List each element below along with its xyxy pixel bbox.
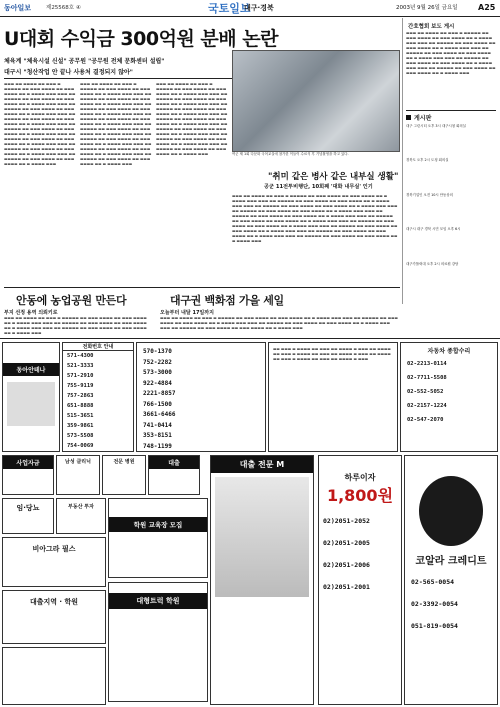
article-3-headline: 대구권 백화점 가을 세일 bbox=[170, 294, 284, 307]
article-3-body: ▬▬▬ ▬▬ ▬▬▬▬ ▬▬ ▬▬▬ ▬ ▬▬▬▬▬ ▬▬ ▬▬▬ ▬▬▬▬ ▬▬ ▬▬▬ ▬▬▬▬ ▬▬ ▬ ▬▬▬▬ ▬▬▬ ▬▬▬ ▬▬ ▬▬▬▬▬ ▬▬ ▬▬▬ ▬▬▬▬ ▬▬ ▬▬▬ ▬▬▬▬ ▬▬ ▬ ▬▬▬▬ ▬▬▬ ▬▬▬ ▬▬ ▬▬▬▬▬ ▬▬ ▬▬▬ ▬▬▬▬ ▬▬ ▬▬▬ ▬▬▬▬ ▬▬ ▬ ▬▬▬▬ ▬▬▬ ▬▬▬ ▬▬ ▬▬▬▬▬ ▬▬ ▬▬▬ ▬▬▬▬ ▬▬ ▬▬▬ ▬▬▬▬ ▬▬ ▬ ▬▬▬▬ ▬▬▬ bbox=[160, 316, 398, 330]
section-logo: 국토일보 bbox=[208, 2, 251, 15]
daily-interest-phones bbox=[319, 506, 401, 602]
phone-number: 02-3392-0054 bbox=[411, 600, 458, 608]
notice-item: 경북도 오후 2시 도청 회의실 bbox=[406, 158, 449, 163]
phone-number: 02)2051-2001 bbox=[323, 583, 370, 591]
phone-number: 359-9861 bbox=[67, 423, 94, 429]
ad-business-loan[interactable] bbox=[2, 455, 54, 495]
phone-number: 755-9119 bbox=[67, 383, 94, 389]
phone-number: 02-2213-0114 bbox=[407, 361, 447, 367]
ad-koala-title: 코알라 크레디트 bbox=[415, 556, 487, 567]
phone-number: 051-819-0054 bbox=[411, 622, 458, 630]
phone-number: 571-4300 bbox=[67, 353, 94, 359]
ad-phone-list-a[interactable] bbox=[62, 342, 134, 452]
phone-number: 573-3000 bbox=[143, 369, 172, 376]
phone-number: 748-1199 bbox=[143, 442, 172, 450]
ad-pills-title: 비아그라 필스 bbox=[32, 545, 76, 553]
phone-number: 766-1500 bbox=[143, 400, 172, 408]
notice-item: 대구 그린시티 오후 3시 대구시청 회의실 bbox=[406, 124, 466, 128]
phone-number: 02)2051-2006 bbox=[323, 561, 370, 569]
phone-number: 02)2051-2052 bbox=[323, 517, 370, 525]
phone-number: 651-8888 bbox=[67, 403, 94, 409]
soldiers-photo bbox=[232, 50, 400, 152]
phone-number: 02-565-0054 bbox=[411, 578, 455, 586]
ad-divider bbox=[0, 338, 500, 339]
ad-daily-interest-title: 하루이자 bbox=[344, 473, 376, 482]
phone-list-a bbox=[63, 351, 133, 451]
ad-daily-interest[interactable] bbox=[318, 455, 402, 705]
ad-loan-title: 대출 bbox=[149, 456, 199, 469]
phone-number: 570-1370 bbox=[143, 348, 172, 355]
ad-loan[interactable] bbox=[148, 455, 200, 495]
page-header bbox=[0, 0, 500, 17]
phone-number: 573-5508 bbox=[67, 433, 94, 439]
sidebar-top-label: 간호협회 보도 게시 bbox=[408, 24, 455, 30]
photo-story-headline: "취미 같은 병사 같은 내부실 생활" bbox=[268, 172, 399, 182]
ad-phone-list-c-body: ▬▬ ▬▬▬ ▬ ▬▬▬▬ ▬▬ ▬▬▬ ▬▬ ▬▬▬▬ ▬ ▬▬▬ ▬▬ ▬▬▬▬ ▬▬ ▬▬▬ ▬ ▬▬▬▬ ▬▬ ▬▬▬ ▬▬ ▬▬▬▬ ▬ ▬▬▬ ▬▬ ▬▬▬▬ ▬▬ ▬▬▬ ▬ ▬▬▬▬ ▬▬ ▬▬▬ ▬▬ ▬▬▬▬ ▬ ▬▬▬ bbox=[273, 347, 391, 361]
ad-realestate[interactable] bbox=[56, 498, 106, 534]
phone-number: 02-552-5052 bbox=[407, 389, 444, 395]
lead-subhead-1: 체육계 "체육시설 신설" 공무원 "공무원 전체 문화센터 설립" bbox=[4, 58, 165, 65]
ad-auto-repair[interactable] bbox=[400, 342, 498, 452]
ad-antenna-title: 동아안테나 bbox=[3, 363, 59, 376]
ad-pills[interactable] bbox=[2, 537, 106, 587]
issue-number: 제25568호 ④ bbox=[46, 5, 81, 11]
phone-number: 571-2910 bbox=[67, 373, 94, 379]
column-rule bbox=[402, 18, 403, 304]
phone-number: 741-0414 bbox=[143, 421, 172, 429]
ad-truck-title: 대형트럭 학원 bbox=[109, 593, 207, 609]
lead-body-col-2: ▬▬▬ ▬▬ ▬▬▬▬ ▬▬ ▬▬▬ ▬ ▬▬▬▬▬ ▬▬ ▬▬▬ ▬▬▬▬ ▬▬ ▬▬▬ ▬▬▬▬ ▬▬ ▬ ▬▬▬▬ ▬▬▬ ▬▬▬ ▬▬ ▬▬▬▬▬ ▬▬ ▬▬▬ ▬▬▬▬ ▬▬ ▬▬▬ ▬▬▬▬ ▬▬ ▬ ▬▬▬▬ ▬▬▬ ▬▬▬ ▬▬ ▬▬▬▬▬ ▬▬ ▬▬▬ ▬▬▬▬ ▬▬ ▬▬▬ ▬▬▬▬ ▬▬ ▬ ▬▬▬▬ ▬▬▬ ▬▬▬ ▬▬ ▬▬▬▬▬ ▬▬ ▬▬▬ ▬▬▬▬ ▬▬ ▬▬▬ ▬▬▬▬ ▬▬ ▬ ▬▬▬▬ ▬▬▬ ▬▬▬ ▬▬ ▬▬▬▬▬ ▬▬ ▬▬▬ ▬▬▬▬ ▬▬ ▬▬▬ ▬▬▬▬ ▬▬ ▬ ▬▬▬▬ ▬▬▬ ▬▬▬ ▬▬ ▬▬▬▬▬ ▬▬ ▬▬▬ ▬▬▬▬ ▬▬ ▬▬▬ ▬▬▬▬ ▬▬ ▬ ▬▬▬▬ ▬▬▬ ▬▬▬ ▬▬ ▬▬▬▬▬ ▬▬ ▬▬▬ ▬▬▬▬ ▬▬ ▬▬▬ ▬▬▬▬ ▬▬ ▬ ▬▬▬▬ ▬▬▬ ▬▬▬ ▬▬ ▬▬▬▬▬ ▬▬ ▬▬▬ ▬▬▬▬ ▬▬ ▬▬▬ ▬▬▬▬ ▬▬ ▬ ▬▬▬▬ ▬▬▬ bbox=[80, 82, 152, 166]
ad-daily-interest-amount: 1,800원 bbox=[326, 486, 394, 505]
phone-number: 02-7711-5508 bbox=[407, 375, 447, 381]
ad-loan-m-image bbox=[215, 477, 309, 597]
ad-loan-m-title: 대출 전문 M bbox=[211, 456, 313, 473]
section-name: 대구·경북 bbox=[244, 4, 274, 12]
article-2-headline: 안동에 농업공원 만든다 bbox=[16, 294, 127, 307]
article-2-subhead: 부지 선정 용역 의뢰키로 bbox=[4, 310, 58, 316]
phone-number: 752-2282 bbox=[143, 358, 172, 366]
lead-body-col-3: ▬▬▬ ▬▬ ▬▬▬▬ ▬▬ ▬▬▬ ▬ ▬▬▬▬▬ ▬▬ ▬▬▬ ▬▬▬▬ ▬▬ ▬▬▬ ▬▬▬▬ ▬▬ ▬ ▬▬▬▬ ▬▬▬ ▬▬▬ ▬▬ ▬▬▬▬▬ ▬▬ ▬▬▬ ▬▬▬▬ ▬▬ ▬▬▬ ▬▬▬▬ ▬▬ ▬ ▬▬▬▬ ▬▬▬ ▬▬▬ ▬▬ ▬▬▬▬▬ ▬▬ ▬▬▬ ▬▬▬▬ ▬▬ ▬▬▬ ▬▬▬▬ ▬▬ ▬ ▬▬▬▬ ▬▬▬ ▬▬▬ ▬▬ ▬▬▬▬▬ ▬▬ ▬▬▬ ▬▬▬▬ ▬▬ ▬▬▬ ▬▬▬▬ ▬▬ ▬ ▬▬▬▬ ▬▬▬ ▬▬▬ ▬▬ ▬▬▬▬▬ ▬▬ ▬▬▬ ▬▬▬▬ ▬▬ ▬▬▬ ▬▬▬▬ ▬▬ ▬ ▬▬▬▬ ▬▬▬ ▬▬▬ ▬▬ ▬▬▬▬▬ ▬▬ ▬▬▬ ▬▬▬▬ ▬▬ ▬▬▬ ▬▬▬▬ ▬▬ ▬ ▬▬▬▬ ▬▬▬ ▬▬▬ ▬▬ ▬▬▬▬▬ ▬▬ ▬▬▬ ▬▬▬▬ ▬▬ ▬▬▬ ▬▬▬▬ ▬▬ ▬ ▬▬▬▬ ▬▬▬ bbox=[156, 82, 228, 156]
ad-misc[interactable] bbox=[2, 647, 106, 705]
phone-number: 521-3333 bbox=[67, 363, 94, 369]
newspaper-brand: 동아일보 bbox=[4, 4, 32, 12]
notice-board-label: 게시판 bbox=[414, 115, 432, 122]
ad-phone-list-b[interactable] bbox=[136, 342, 266, 452]
ad-phone-list-c[interactable] bbox=[268, 342, 398, 452]
issue-date: 2003년 9월 26일 금요일 bbox=[396, 5, 458, 11]
phone-number: 2221-8857 bbox=[143, 390, 176, 397]
ad-auto-repair-title: 자동차 종합수리 bbox=[427, 348, 471, 355]
photo-story-subhead: 공군 11전투비행단, 10회째 '대화 내무실' 인기 bbox=[264, 184, 373, 190]
ad-koala-credit[interactable] bbox=[404, 455, 498, 705]
ad-diabetes-title: 임·당뇨 bbox=[16, 504, 40, 512]
ad-truck[interactable] bbox=[108, 582, 208, 702]
phone-number: 02)2051-2005 bbox=[323, 539, 370, 547]
ad-mens-clinic[interactable] bbox=[56, 455, 100, 495]
ad-loan-m[interactable] bbox=[210, 455, 314, 705]
ad-antenna-image bbox=[7, 382, 55, 426]
ad-region-academy[interactable] bbox=[2, 590, 106, 644]
koala-logo bbox=[419, 476, 483, 546]
notice-item: 대구시 대구 경북 시민 모임 오후 6시 bbox=[406, 227, 461, 232]
notice-bullet-icon bbox=[406, 115, 411, 120]
ad-realestate-title: 부동산 투자 bbox=[68, 504, 94, 510]
ad-region-academy-title: 대출지역 · 학원 bbox=[29, 598, 79, 606]
notice-item: 대구가톨릭대 오후 2시 의료원 강당 bbox=[406, 261, 459, 266]
ad-academy[interactable] bbox=[108, 498, 208, 578]
ad-business-loan-title: 사업자금 bbox=[3, 456, 53, 469]
koala-phones bbox=[405, 567, 497, 641]
photo-caption: 여군 제 1회 다문화 국어교실에 참가한 이들이 수료식 후 기념촬영을 하고 있다. bbox=[232, 152, 349, 156]
auto-repair-phones bbox=[401, 355, 497, 429]
phone-number: 922-4884 bbox=[143, 379, 172, 387]
ad-antenna[interactable] bbox=[2, 342, 60, 452]
divider bbox=[406, 110, 496, 111]
phone-number: 3661-6466 bbox=[143, 411, 176, 418]
divider bbox=[4, 287, 400, 288]
page-number: A25 bbox=[478, 3, 496, 12]
phone-number: 754-0069 bbox=[67, 443, 94, 449]
notice-item: 경북기업인 오전 10시 안동상의 bbox=[406, 192, 453, 197]
phone-number: 515-3651 bbox=[67, 413, 94, 419]
article-2-body: ▬▬▬ ▬▬ ▬▬▬▬ ▬▬ ▬▬▬ ▬ ▬▬▬▬▬ ▬▬ ▬▬▬ ▬▬▬▬ ▬▬ ▬▬▬ ▬▬▬▬ ▬▬ ▬ ▬▬▬▬ ▬▬▬ ▬▬▬ ▬▬ ▬▬▬▬▬ ▬▬ ▬▬▬ ▬▬▬▬ ▬▬ ▬▬▬ ▬▬▬▬ ▬▬ ▬ ▬▬▬▬ ▬▬▬ ▬▬▬ ▬▬ ▬▬▬▬▬ ▬▬ ▬▬▬ ▬▬▬▬ ▬▬ ▬▬▬ ▬▬▬▬ ▬▬ ▬ ▬▬▬▬ ▬▬▬ bbox=[4, 316, 147, 334]
phone-number: 757-2863 bbox=[67, 393, 94, 399]
ad-clinic[interactable] bbox=[102, 455, 146, 495]
ad-diabetes[interactable] bbox=[2, 498, 54, 534]
sidebar-top-body: ▬▬▬ ▬▬ ▬▬▬▬ ▬▬ ▬▬▬ ▬ ▬▬▬▬▬ ▬▬ ▬▬▬ ▬▬▬▬ ▬▬ ▬▬▬ ▬▬▬▬ ▬▬ ▬ ▬▬▬▬ ▬▬▬ ▬▬▬ ▬▬ ▬▬▬▬▬ ▬▬ ▬▬▬ ▬▬▬▬ ▬▬ ▬▬▬ ▬▬▬▬ ▬▬ ▬ ▬▬▬▬ ▬▬▬ ▬▬▬ ▬▬ ▬▬▬▬▬ ▬▬ ▬▬▬ ▬▬▬▬ ▬▬ ▬▬▬ ▬▬▬▬ ▬▬ ▬ ▬▬▬▬ ▬▬▬ ▬▬▬ ▬▬ ▬▬▬▬▬ ▬▬ ▬▬▬ ▬▬▬▬ ▬▬ ▬▬▬ ▬▬▬▬ ▬▬ ▬ ▬▬▬▬ ▬▬▬ ▬▬▬ ▬▬ ▬▬▬▬▬ ▬▬ ▬▬▬ ▬▬▬▬ ▬▬ ▬▬▬ ▬▬▬▬ ▬▬ ▬ ▬▬▬▬ ▬▬▬ bbox=[406, 31, 496, 75]
phone-number: 02-2157-1224 bbox=[407, 403, 447, 409]
ad-academy-title: 학원 교육장 모집 bbox=[109, 517, 207, 532]
notice-list bbox=[406, 124, 496, 304]
phone-number: 02-547-2070 bbox=[407, 417, 444, 423]
phone-list-b bbox=[137, 343, 265, 452]
photo-story-body: ▬▬▬ ▬▬ ▬▬▬▬ ▬▬ ▬▬▬ ▬ ▬▬▬▬▬ ▬▬ ▬▬▬ ▬▬▬▬ ▬▬ ▬▬▬ ▬▬▬▬ ▬▬ ▬ ▬▬▬▬ ▬▬▬ ▬▬▬ ▬▬ ▬▬▬▬▬ ▬▬ ▬▬▬ ▬▬▬▬ ▬▬ ▬▬▬ ▬▬▬▬ ▬▬ ▬ ▬▬▬▬ ▬▬▬ ▬▬▬ ▬▬ ▬▬▬▬▬ ▬▬ ▬▬▬ ▬▬▬▬ ▬▬ ▬▬▬ ▬▬▬▬ ▬▬ ▬ ▬▬▬▬ ▬▬▬ ▬▬▬ ▬▬ ▬▬▬▬▬ ▬▬ ▬▬▬ ▬▬▬▬ ▬▬ ▬▬▬ ▬▬▬▬ ▬▬ ▬ ▬▬▬▬ ▬▬▬ ▬▬▬ ▬▬ ▬▬▬▬▬ ▬▬ ▬▬▬ ▬▬▬▬ ▬▬ ▬▬▬ ▬▬▬▬ ▬▬ ▬ ▬▬▬▬ ▬▬▬ ▬▬▬ ▬▬ ▬▬▬▬▬ ▬▬ ▬▬▬ ▬▬▬▬ ▬▬ ▬▬▬ ▬▬▬▬ ▬▬ ▬ ▬▬▬▬ ▬▬▬ ▬▬▬ ▬▬ ▬▬▬▬▬ ▬▬ ▬▬▬ ▬▬▬▬ ▬▬ ▬▬▬ ▬▬▬▬ ▬▬ ▬ ▬▬▬▬ ▬▬▬ ▬▬▬ ▬▬ ▬▬▬▬▬ ▬▬ ▬▬▬ ▬▬▬▬ ▬▬ ▬▬▬ ▬▬▬▬ ▬▬ ▬ ▬▬▬▬ ▬▬▬ ▬▬▬ ▬▬ ▬▬▬▬▬ ▬▬ ▬▬▬ ▬▬▬▬ ▬▬ ▬▬▬ ▬▬▬▬ ▬▬ ▬ ▬▬▬▬ ▬▬▬ ▬▬▬ ▬▬ ▬▬▬▬▬ ▬▬ ▬▬▬ ▬▬▬▬ ▬▬ ▬▬▬ ▬▬▬▬ ▬▬ ▬ ▬▬▬▬ ▬▬▬ bbox=[232, 194, 398, 243]
phone-number: 353-8151 bbox=[143, 432, 172, 439]
lead-subhead-2: 대구시 "청산작업 안 끝나 사용처 결정되지 않아" bbox=[4, 69, 133, 76]
lead-headline: U대회 수익금 300억원 분배 논란 bbox=[4, 28, 278, 50]
ad-phone-list-title: 전화번호 안내 bbox=[63, 343, 133, 351]
ad-clinic-title: 전문 병원 bbox=[113, 459, 135, 465]
article-3-subhead: 오늘부터 내달 17일까지 bbox=[160, 310, 214, 316]
ad-mens-clinic-title: 남성 클리닉 bbox=[65, 459, 91, 465]
lead-body-col-1: ▬▬▬ ▬▬ ▬▬▬▬ ▬▬ ▬▬▬ ▬ ▬▬▬▬▬ ▬▬ ▬▬▬ ▬▬▬▬ ▬▬ ▬▬▬ ▬▬▬▬ ▬▬ ▬ ▬▬▬▬ ▬▬▬ ▬▬▬ ▬▬ ▬▬▬▬▬ ▬▬ ▬▬▬ ▬▬▬▬ ▬▬ ▬▬▬ ▬▬▬▬ ▬▬ ▬ ▬▬▬▬ ▬▬▬ ▬▬▬ ▬▬ ▬▬▬▬▬ ▬▬ ▬▬▬ ▬▬▬▬ ▬▬ ▬▬▬ ▬▬▬▬ ▬▬ ▬ ▬▬▬▬ ▬▬▬ ▬▬▬ ▬▬ ▬▬▬▬▬ ▬▬ ▬▬▬ ▬▬▬▬ ▬▬ ▬▬▬ ▬▬▬▬ ▬▬ ▬ ▬▬▬▬ ▬▬▬ ▬▬▬ ▬▬ ▬▬▬▬▬ ▬▬ ▬▬▬ ▬▬▬▬ ▬▬ ▬▬▬ ▬▬▬▬ ▬▬ ▬ ▬▬▬▬ ▬▬▬ ▬▬▬ ▬▬ ▬▬▬▬▬ ▬▬ ▬▬▬ ▬▬▬▬ ▬▬ ▬▬▬ ▬▬▬▬ ▬▬ ▬ ▬▬▬▬ ▬▬▬ ▬▬▬ ▬▬ ▬▬▬▬▬ ▬▬ ▬▬▬ ▬▬▬▬ ▬▬ ▬▬▬ ▬▬▬▬ ▬▬ ▬ ▬▬▬▬ ▬▬▬ ▬▬▬ ▬▬ ▬▬▬▬▬ ▬▬ ▬▬▬ ▬▬▬▬ ▬▬ ▬▬▬ ▬▬▬▬ ▬▬ ▬ ▬▬▬▬ ▬▬▬ bbox=[4, 82, 76, 166]
